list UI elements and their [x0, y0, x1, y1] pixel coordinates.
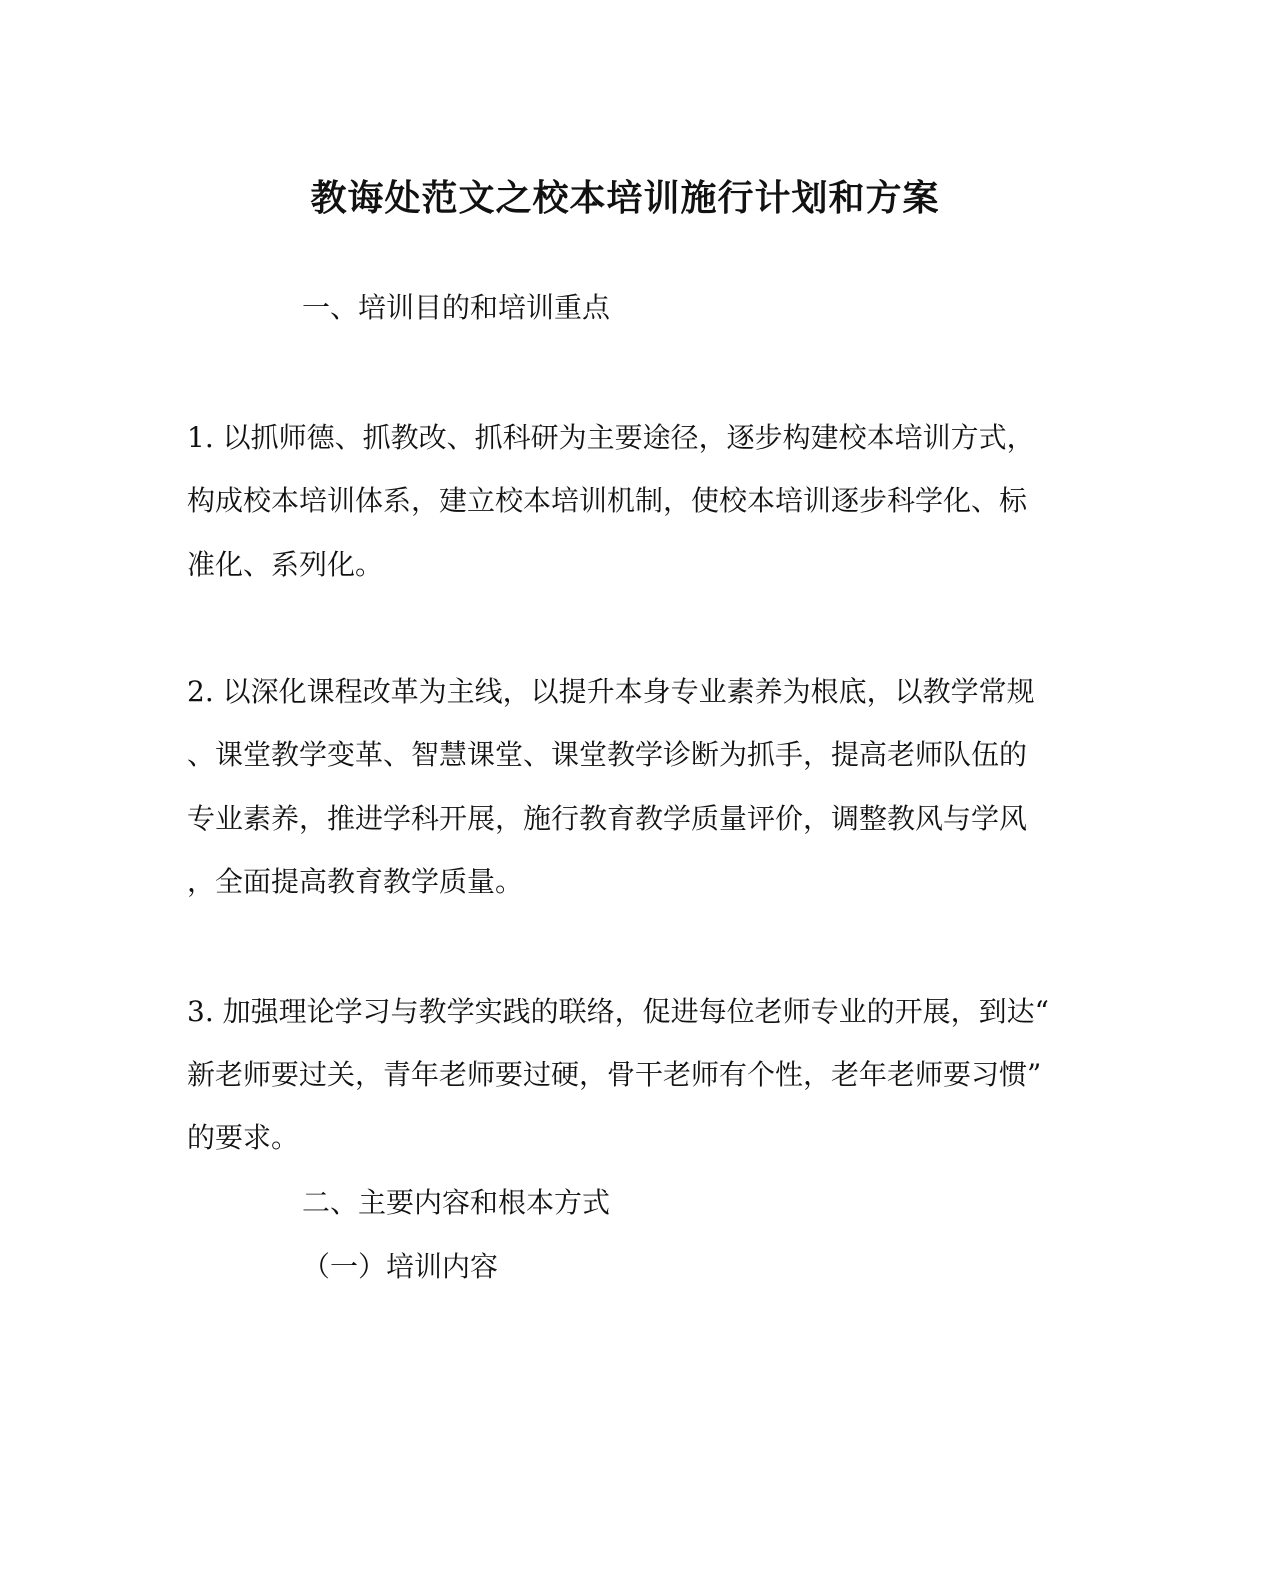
- paragraph-3-line-1: 3. 加强理论学习与教学实践的联络，促进每位老师专业的开展，到达“: [187, 995, 1049, 1028]
- paragraph-3-line-2: 新老师要过关，青年老师要过硬，骨干老师有个性，老年老师要习惯”: [187, 1058, 1042, 1091]
- section-heading-1: 一、培训目的和培训重点: [302, 291, 611, 324]
- paragraph-2-line-4: ，全面提高教育教学质量。: [187, 865, 524, 898]
- document-title: 教诲处范文之校本培训施行计划和方案: [310, 177, 940, 219]
- paragraph-2-line-1: 2. 以深化课程改革为主线，以提升本身专业素养为根底，以教学常规: [187, 675, 1035, 708]
- subsection-heading-1: （一）培训内容: [302, 1250, 499, 1283]
- paragraph-1-line-2: 构成校本培训体系，建立校本培训机制，使校本培训逐步科学化、标: [187, 484, 1028, 517]
- paragraph-2-line-2: 、课堂教学变革、智慧课堂、课堂教学诊断为抓手，提高老师队伍的: [187, 738, 1028, 771]
- paragraph-1-line-3: 准化、系列化。: [187, 548, 384, 581]
- section-heading-2: 二、主要内容和根本方式: [302, 1186, 611, 1219]
- paragraph-1-line-1: 1. 以抓师德、抓教改、抓科研为主要途径，逐步构建校本培训方式，: [187, 421, 1035, 454]
- paragraph-2-line-3: 专业素养，推进学科开展，施行教育教学质量评价，调整教风与学风: [187, 802, 1028, 835]
- paragraph-3-line-3: 的要求。: [187, 1121, 300, 1154]
